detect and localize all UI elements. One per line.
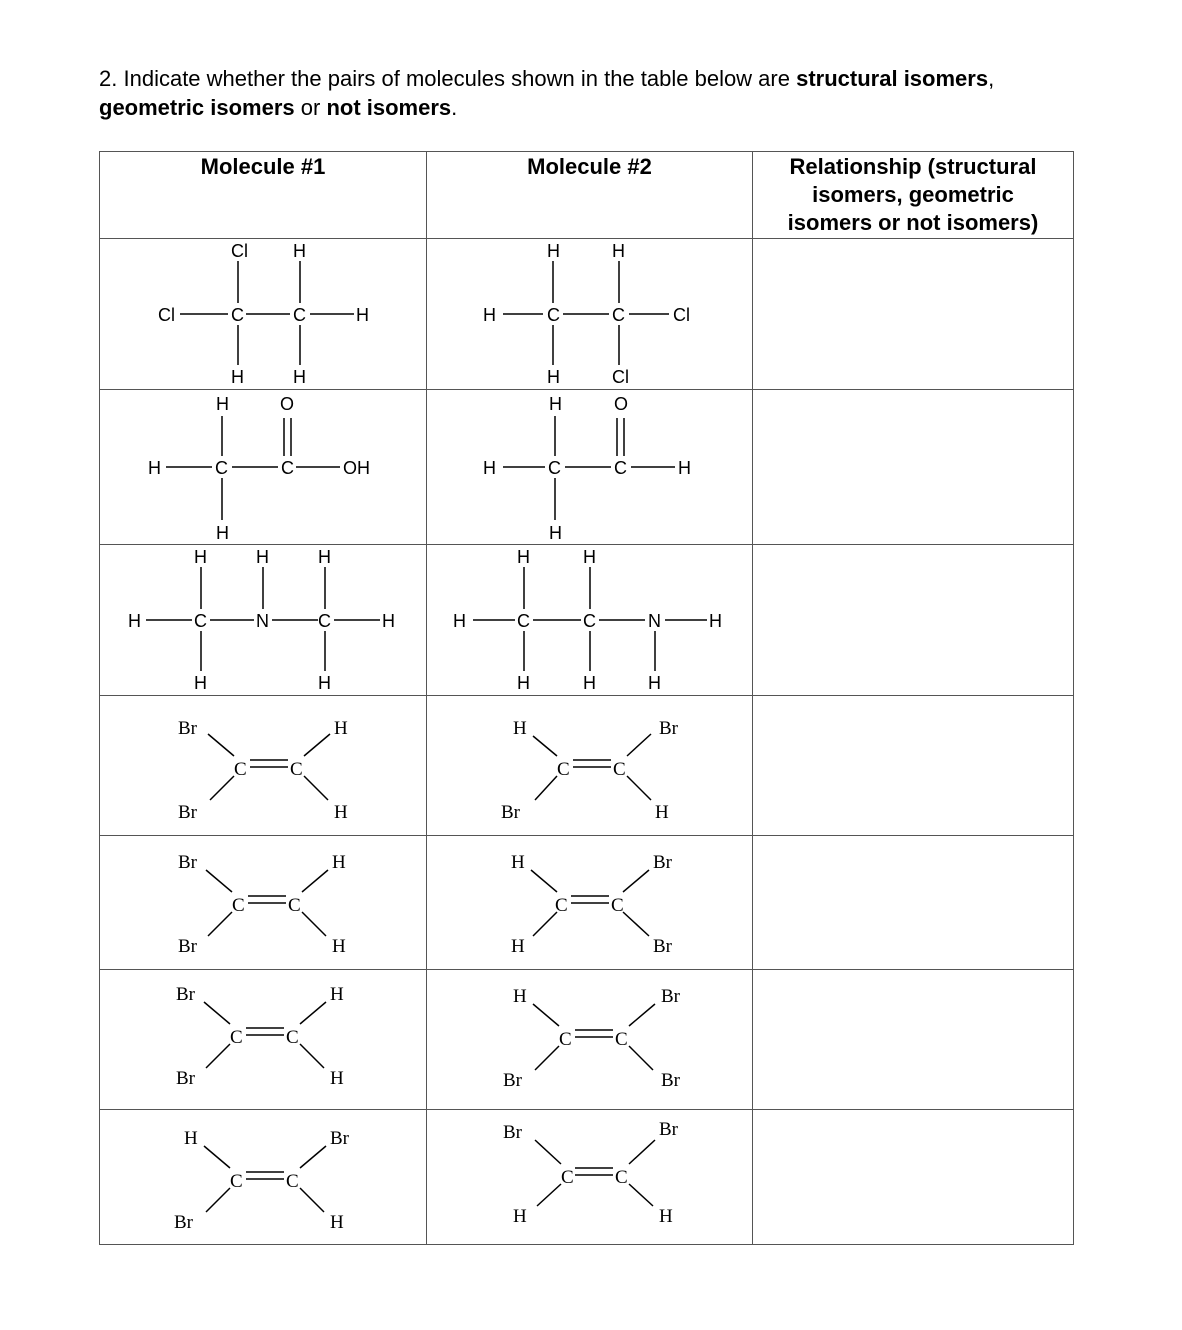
atom-br: Br [176,1068,195,1089]
atom-br: Br [178,852,197,873]
atom-h: H [659,1206,673,1227]
atom-br: Br [178,718,197,739]
atom-br: Br [659,718,678,739]
atom-cl: Cl [673,305,690,325]
atom-h: H [256,547,269,567]
atom-c: C [611,895,624,916]
table-row [100,239,1074,390]
molecule-1-structure [100,545,426,695]
atom-br: Br [503,1122,522,1143]
atom-h: H [194,547,207,567]
atom-c: C [288,895,301,916]
atom-br: Br [178,936,197,957]
atom-h: H [612,241,625,261]
atom-c: C [318,611,331,631]
atom-h: H [513,1206,527,1227]
atom-h: H [330,984,344,1005]
table-row [100,1110,1074,1245]
molecule-1-cell [100,970,427,1110]
atom-c: C [557,759,570,780]
atom-o: O [614,394,629,414]
term-not-isomers: not isomers [326,95,452,120]
molecule-1-cell [100,390,427,545]
relationship-cell[interactable] [753,545,1074,696]
atom-br: Br [661,986,680,1007]
atom-h: H [332,852,346,873]
atom-h: H [583,673,596,693]
atom-h: H [453,611,466,631]
atom-br: Br [661,1070,680,1091]
atom-h: H [511,852,525,873]
atom-c: C [548,458,561,478]
atom-c: C [232,895,245,916]
molecule-2-cell [427,836,753,970]
molecule-2-structure [427,696,752,835]
molecule-1-cell [100,545,427,696]
molecule-1-structure [100,390,426,544]
atom-h: H [148,458,161,478]
atom-h: H [483,305,496,325]
atom-c: C [614,458,627,478]
atom-c: C [281,458,294,478]
relationship-cell[interactable] [753,836,1074,970]
atom-h: H [678,458,691,478]
atom-c: C [290,759,303,780]
atom-h: H [513,718,527,739]
molecule-1-structure [100,239,426,389]
question-text: 2. Indicate whether the pairs of molecules shown in the table below are structural isomers, geometric isomers or not isomers. [99,66,995,120]
relationship-cell[interactable] [753,970,1074,1110]
atom-h: H [330,1068,344,1089]
molecule-1-cell [100,1110,427,1245]
header-row [100,152,1074,239]
isomer-table [99,151,1074,1245]
molecule-2-cell [427,390,753,545]
atom-c: C [612,305,625,325]
atom-c: C [615,1167,628,1188]
relationship-cell[interactable] [753,1110,1074,1245]
table-row [100,696,1074,836]
term-structural: structural isomers [796,66,989,91]
atom-cl: Cl [231,241,248,261]
atom-h: H [709,611,722,631]
atom-h: H [231,367,244,387]
atom-c: C [230,1027,243,1048]
table-row [100,836,1074,970]
molecule-2-cell [427,1110,753,1245]
atom-c: C [517,611,530,631]
atom-h: H [549,394,562,414]
atom-cl: Cl [158,305,175,325]
atom-br: Br [330,1128,349,1149]
molecule-1-structure [100,696,426,835]
relationship-cell[interactable] [753,696,1074,836]
molecule-1-structure [100,970,426,1109]
atom-c: C [559,1029,572,1050]
atom-c: C [215,458,228,478]
atom-br: Br [659,1119,678,1140]
relationship-cell[interactable] [753,390,1074,545]
atom-br: Br [653,852,672,873]
atom-br: Br [178,802,197,823]
atom-c: C [583,611,596,631]
molecule-1-cell [100,696,427,836]
header-relationship: Relationship (structural isomers, geometric isomers or not isomers) [753,152,1074,239]
atom-c: C [613,759,626,780]
atom-h: H [318,673,331,693]
atom-c: C [231,305,244,325]
atom-h: H [648,673,661,693]
molecule-2-cell [427,239,753,390]
atom-c: C [615,1029,628,1050]
atom-h: H [547,241,560,261]
relationship-cell[interactable] [753,239,1074,390]
atom-h: H [184,1128,198,1149]
atom-h: H [583,547,596,567]
question-prefix: Indicate whether the pairs of molecules shown in the table below are [123,66,790,91]
atom-h: H [547,367,560,387]
atom-h: H [330,1212,344,1233]
atom-h: H [356,305,369,325]
atom-h: H [483,458,496,478]
molecule-2-structure [427,1110,752,1244]
atom-h: H [293,241,306,261]
atom-h: H [382,611,395,631]
atom-n: N [256,611,269,631]
atom-h: H [194,673,207,693]
molecule-2-structure [427,545,752,695]
header-molecule-1: Molecule #1 [100,152,427,239]
atom-c: C [230,1171,243,1192]
atom-c: C [547,305,560,325]
molecule-2-cell [427,970,753,1110]
atom-br: Br [176,984,195,1005]
molecule-2-structure [427,836,752,969]
atom-c: C [286,1171,299,1192]
header-molecule-2: Molecule #2 [427,152,753,239]
atom-h: H [517,673,530,693]
atom-cl: Cl [612,367,629,387]
molecule-2-cell [427,696,753,836]
atom-c: C [293,305,306,325]
atom-h: H [517,547,530,567]
atom-c: C [234,759,247,780]
atom-h: H [655,802,669,823]
molecule-1-structure [100,1110,426,1244]
molecule-2-structure [427,390,752,544]
atom-h: H [549,523,562,543]
term-geometric: geometric isomers [99,95,295,120]
atom-oh: OH [343,458,370,478]
atom-h: H [511,936,525,957]
atom-br: Br [174,1212,193,1233]
atom-c: C [561,1167,574,1188]
molecule-2-structure [427,239,752,389]
atom-c: C [555,895,568,916]
table-row [100,545,1074,696]
atom-br: Br [501,802,520,823]
molecule-1-structure [100,836,426,969]
atom-br: Br [503,1070,522,1091]
molecule-1-cell [100,239,427,390]
atom-h: H [513,986,527,1007]
table-row [100,970,1074,1110]
molecule-2-cell [427,545,753,696]
molecule-1-cell [100,836,427,970]
atom-h: H [318,547,331,567]
atom-br: Br [653,936,672,957]
molecule-2-structure [427,970,752,1109]
atom-h: H [334,802,348,823]
atom-h: H [216,394,229,414]
atom-h: H [216,523,229,543]
table-row [100,390,1074,545]
atom-h: H [293,367,306,387]
atom-c: C [194,611,207,631]
atom-h: H [332,936,346,957]
atom-n: N [648,611,661,631]
atom-h: H [334,718,348,739]
atom-c: C [286,1027,299,1048]
question-number: 2. [99,66,118,91]
atom-o: O [280,394,295,414]
atom-h: H [128,611,141,631]
